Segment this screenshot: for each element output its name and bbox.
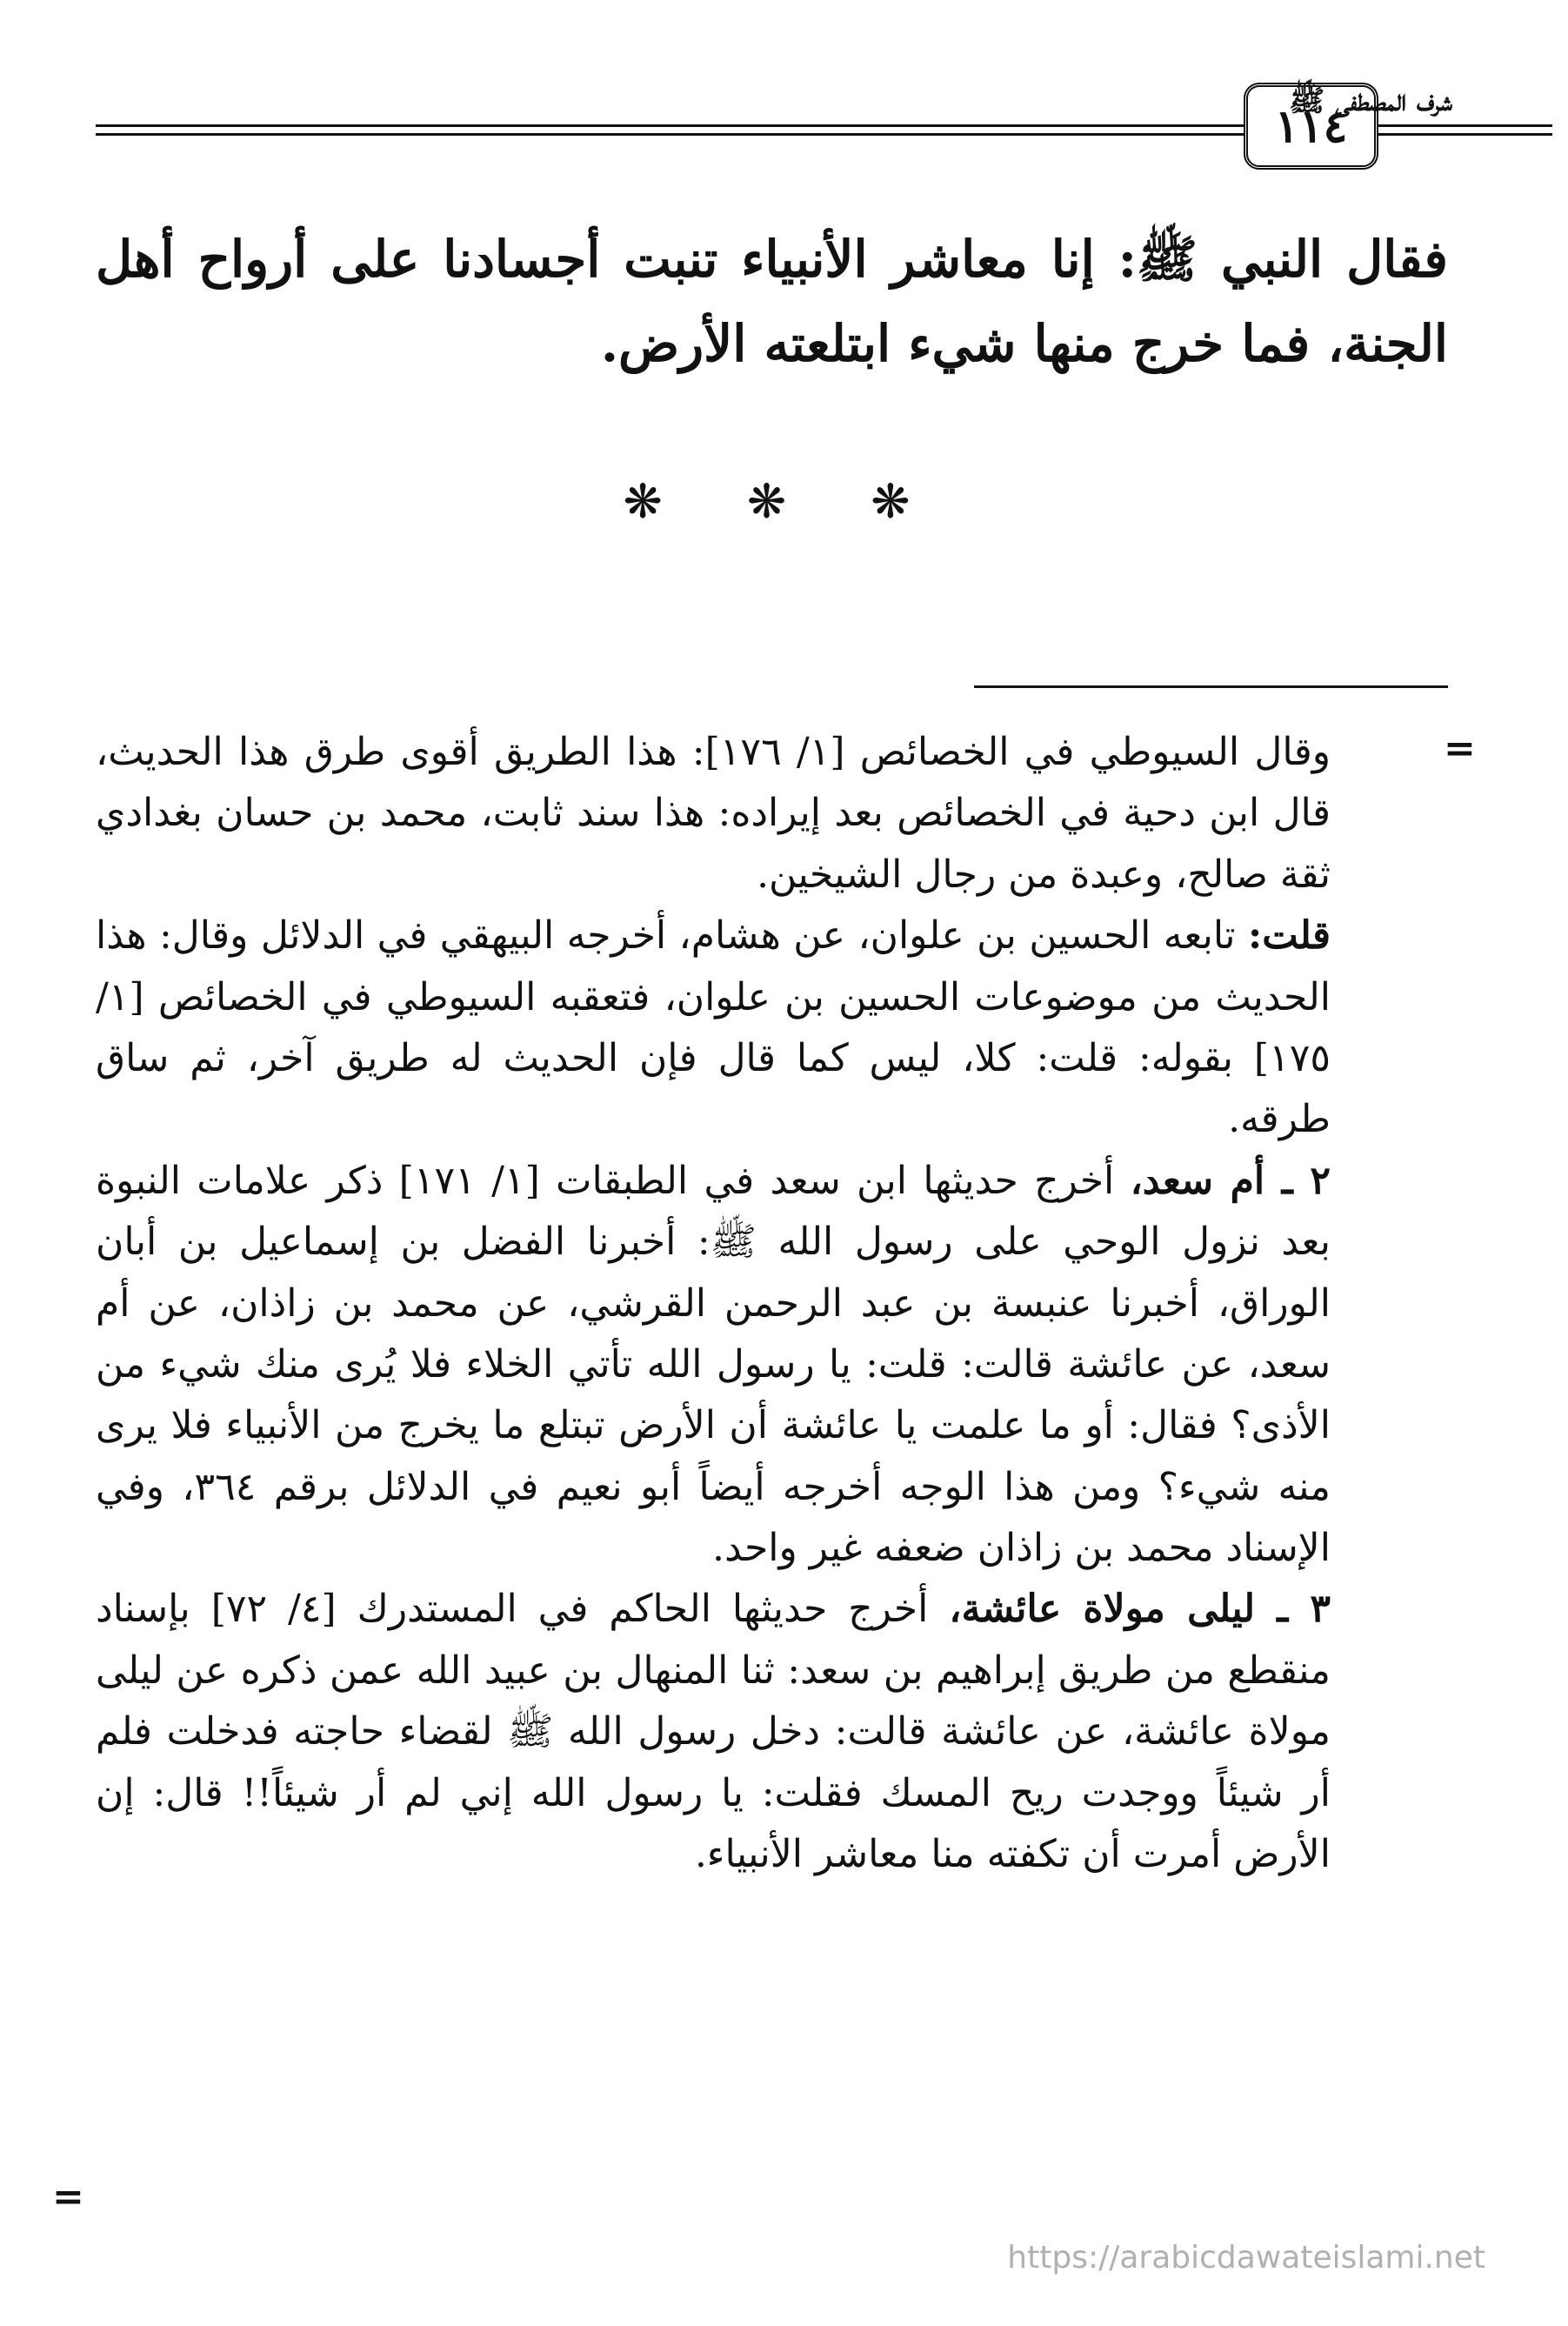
footnote-paragraph [96, 1579, 1331, 1885]
footnote-paragraph [96, 722, 1331, 906]
header-rule [1378, 133, 1552, 136]
header-rule [96, 124, 1244, 127]
main-paragraph: فقال النبي ﷺ: إنا معاشر الأنبياء تنبت أجسادنا على أرواح أهل الجنة، فما خرج منها شيء ابتلعته الأرض. [96, 230, 1448, 374]
footnote-separator [974, 685, 1448, 688]
running-title: شرف المصطفى ﷺ [1289, 84, 1452, 118]
footnote-lead: ٢ ـ أم سعد، [1130, 1158, 1331, 1203]
footnote-lead: ٣ ـ ليلى مولاة عائشة، [949, 1587, 1331, 1632]
continuation-mark-top: = [1444, 726, 1476, 771]
footnote-text: أخرج حديثها الحاكم في المستدرك [٤/ ٧٢] بإسناد منقطع من طريق إبراهيم بن سعد: ثنا المنهال بن عبيد الله عمن ذكره عن ليلى مولاة عائشة، عن عائشة قالت: دخل رسول الله ﷺ لقضاء حاجته فدخلت فلم أر شيئاً ووجدت ريح المسك فقلت: يا رسول الله إني لم أر شيئاً!! قال: إن الأرض أمرت أن تكفته منا معاشر الأنبياء. [96, 1587, 1331, 1877]
footnote-text: وقال السيوطي في الخصائص [١/ ١٧٦]: هذا الطريق أقوى طرق هذا الحديث، قال ابن دحية في الخصائص بعد إيراده: هذا سند ثابت، محمد بن حسان بغدادي ثقة صالح، وعبدة من رجال الشيخين. [96, 730, 1331, 897]
footnote-text: أخرج حديثها ابن سعد في الطبقات [١/ ١٧١] ذكر علامات النبوة بعد نزول الوحي على رسول الله ﷺ: أخبرنا الفضل بن إسماعيل بن أبان الوراق، أخبرنا عنبسة بن عبد الرحمن القرشي، عن محمد بن زاذان، عن أم سعد، عن عائشة قالت: قلت: يا رسول الله تأتي الخلاء فلا يُرى منك شيء من الأذى؟ فقال: أو ما علمت يا عائشة أن الأرض تبتلع ما يخرج من الأنبياء فلا يرى منه شيء؟ ومن هذا الوجه أخرجه أيضاً أبو نعيم في الدلائل برقم ٣٦٤، وفي الإسناد محمد بن زاذان ضعفه غير واحد. [96, 1158, 1331, 1571]
main-text [96, 217, 1448, 387]
footnote-paragraph [96, 1151, 1331, 1580]
continuation-mark-bottom: = [52, 2175, 84, 2219]
page-number: ١١٤ [1244, 83, 1378, 170]
header-rule [96, 133, 1244, 136]
footnote-paragraph [96, 906, 1331, 1151]
footnote-text: تابعه الحسين بن علوان، عن هشام، أخرجه البيهقي في الدلائل وقال: هذا الحديث من موضوعات الحسين بن علوان، فتعقبه السيوطي في الخصائص [١/ ١٧٥] بقوله: قلت: كلا، ليس كما قال فإن الحديث له طريق آخر، ثم ساق طرقه. [96, 913, 1331, 1142]
watermark-url: https://arabicdawateislami.net [1007, 2240, 1485, 2276]
page-header [96, 83, 1452, 178]
section-ornament: ❋ ❋ ❋ [623, 474, 945, 529]
footnotes [96, 722, 1331, 1885]
footnote-lead: قلت: [1247, 913, 1331, 959]
